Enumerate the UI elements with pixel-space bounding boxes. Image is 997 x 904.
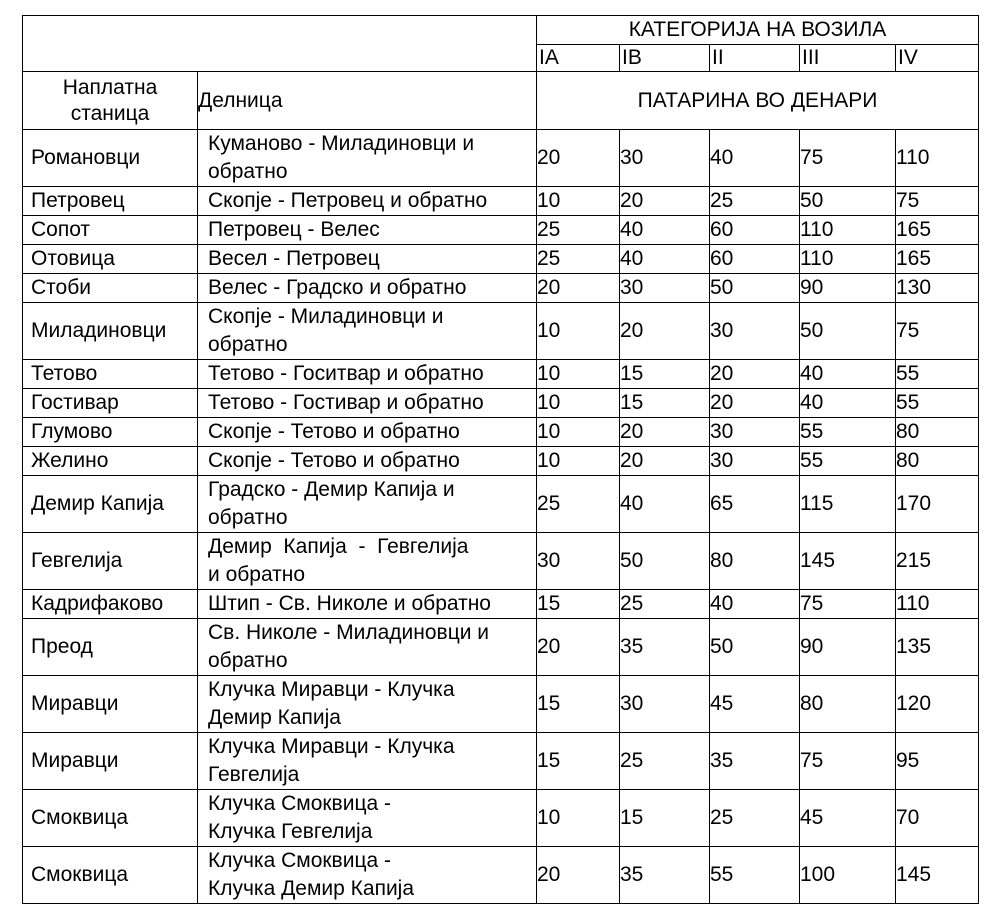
table-row: [23, 274, 979, 303]
price-cell: 25: [710, 187, 800, 216]
toll-station-cell: Стоби: [23, 274, 198, 303]
toll-station-cell: Желино: [23, 447, 198, 476]
section-cell: [198, 476, 537, 533]
section-cell: [198, 245, 537, 274]
table-row: [23, 676, 979, 733]
price-cell: 165: [896, 216, 979, 245]
toll-station-cell: Кадрифаково: [23, 590, 198, 619]
price-cell: 40: [620, 245, 710, 274]
price-cell: 45: [800, 790, 896, 847]
price-cell: 110: [800, 245, 896, 274]
price-cell: 45: [710, 676, 800, 733]
header-row-category: [23, 16, 979, 45]
section-line: обратно: [208, 160, 288, 183]
table-row: [23, 303, 979, 360]
price-cell: 40: [800, 389, 896, 418]
price-cell: 40: [620, 216, 710, 245]
toll-table: [22, 15, 979, 904]
section-cell: [198, 447, 537, 476]
price-cell: 10: [537, 303, 620, 360]
section-line: обратно: [208, 333, 288, 356]
table-row: [23, 216, 979, 245]
toll-station-cell: Преод: [23, 619, 198, 676]
section-cell: [198, 216, 537, 245]
price-cell: 50: [710, 274, 800, 303]
price-cell: 10: [537, 187, 620, 216]
toll-station-cell: Миравци: [23, 733, 198, 790]
price-cell: 50: [800, 187, 896, 216]
section-cell: [198, 389, 537, 418]
price-cell: 50: [710, 619, 800, 676]
table-row: [23, 245, 979, 274]
price-cell: 40: [710, 590, 800, 619]
price-cell: 35: [620, 847, 710, 904]
table-row: [23, 619, 979, 676]
section-line: Градско - Демир Капија и: [208, 478, 455, 501]
price-cell: 30: [537, 533, 620, 590]
price-cell: 10: [537, 790, 620, 847]
table-row: [23, 733, 979, 790]
section-line: Скопје - Тетово и обратно: [208, 420, 460, 443]
price-cell: 115: [800, 476, 896, 533]
table-row: [23, 447, 979, 476]
price-cell: 25: [710, 790, 800, 847]
category-iii-header: III: [800, 45, 896, 72]
price-cell: 30: [620, 130, 710, 187]
price-cell: 20: [537, 847, 620, 904]
toll-station-cell: Глумово: [23, 418, 198, 447]
price-cell: 75: [800, 733, 896, 790]
toll-station-cell: Сопот: [23, 216, 198, 245]
header-row-columns: [23, 72, 979, 130]
price-cell: 80: [896, 447, 979, 476]
price-cell: 30: [620, 274, 710, 303]
table-row: [23, 533, 979, 590]
section-line: Скопје - Тетово и обратно: [208, 449, 460, 472]
price-cell: 135: [896, 619, 979, 676]
price-cell: 15: [537, 733, 620, 790]
toll-station-cell: Смоквица: [23, 790, 198, 847]
section-cell: [198, 590, 537, 619]
header-blank-cell: [23, 16, 537, 72]
table-row: [23, 360, 979, 389]
table-row: [23, 790, 979, 847]
toll-in-denars-header: ПАТАРИНА ВО ДЕНАРИ: [537, 72, 979, 130]
section-line: Гевгелија: [208, 763, 300, 786]
section-cell: [198, 274, 537, 303]
price-cell: 50: [800, 303, 896, 360]
price-cell: 110: [896, 590, 979, 619]
section-line: обратно: [208, 649, 288, 672]
price-cell: 30: [710, 303, 800, 360]
price-cell: 75: [896, 303, 979, 360]
price-cell: 80: [800, 676, 896, 733]
price-cell: 15: [537, 590, 620, 619]
price-cell: 20: [620, 447, 710, 476]
price-cell: 40: [620, 476, 710, 533]
section-line: Клучка Гевгелија: [208, 820, 373, 843]
price-cell: 30: [710, 447, 800, 476]
section-line: Велес - Градско и обратно: [208, 276, 467, 299]
toll-station-cell: Миладиновци: [23, 303, 198, 360]
section-header: Делница: [198, 72, 537, 130]
price-cell: 75: [800, 130, 896, 187]
price-cell: 35: [620, 619, 710, 676]
price-cell: 25: [537, 245, 620, 274]
section-line: Петровец - Велес: [208, 218, 380, 241]
section-cell: [198, 130, 537, 187]
section-line: Тетово - Гостивар и обратно: [208, 391, 484, 414]
section-line: Демир Капија - Гевгелија: [208, 535, 469, 558]
price-cell: 10: [537, 360, 620, 389]
price-cell: 10: [537, 389, 620, 418]
toll-station-cell: Гевгелија: [23, 533, 198, 590]
toll-station-cell: Тетово: [23, 360, 198, 389]
price-cell: 25: [620, 590, 710, 619]
section-cell: [198, 360, 537, 389]
price-cell: 130: [896, 274, 979, 303]
price-cell: 110: [896, 130, 979, 187]
price-cell: 15: [537, 676, 620, 733]
toll-station-cell: Миравци: [23, 676, 198, 733]
section-line: Клучка Миравци - Клучка: [208, 678, 455, 701]
price-cell: 35: [710, 733, 800, 790]
price-cell: 55: [800, 418, 896, 447]
category-ii-header: II: [710, 45, 800, 72]
price-cell: 20: [537, 130, 620, 187]
toll-station-cell: Смоквица: [23, 847, 198, 904]
table-row: [23, 847, 979, 904]
section-cell: [198, 847, 537, 904]
price-cell: 55: [896, 360, 979, 389]
price-cell: 25: [620, 733, 710, 790]
section-cell: [198, 303, 537, 360]
section-cell: [198, 676, 537, 733]
toll-station-cell: Демир Капија: [23, 476, 198, 533]
price-cell: 55: [896, 389, 979, 418]
toll-station-cell: Отовица: [23, 245, 198, 274]
section-line: Весел - Петровец: [208, 247, 380, 270]
section-line: Скопје - Петровец и обратно: [208, 189, 488, 212]
price-cell: 25: [537, 216, 620, 245]
price-cell: 20: [537, 619, 620, 676]
price-cell: 70: [896, 790, 979, 847]
section-line: Клучка Демир Капија: [208, 877, 415, 900]
section-line: обратно: [208, 506, 288, 529]
price-cell: 20: [620, 418, 710, 447]
price-cell: 95: [896, 733, 979, 790]
section-cell: [198, 619, 537, 676]
price-cell: 15: [620, 790, 710, 847]
table-row: [23, 389, 979, 418]
section-line: Клучка Миравци - Клучка: [208, 735, 455, 758]
section-line: Куманово - Миладиновци и: [208, 132, 475, 155]
price-cell: 20: [710, 389, 800, 418]
price-cell: 165: [896, 245, 979, 274]
price-cell: 25: [537, 476, 620, 533]
table-row: [23, 187, 979, 216]
price-cell: 40: [710, 130, 800, 187]
price-cell: 65: [710, 476, 800, 533]
price-cell: 15: [620, 360, 710, 389]
section-line: Скопје - Миладиновци и: [208, 305, 444, 328]
price-cell: 90: [800, 619, 896, 676]
price-cell: 40: [800, 360, 896, 389]
price-cell: 20: [710, 360, 800, 389]
price-cell: 145: [800, 533, 896, 590]
price-cell: 75: [896, 187, 979, 216]
price-cell: 215: [896, 533, 979, 590]
category-iv-header: IV: [896, 45, 979, 72]
price-cell: 120: [896, 676, 979, 733]
table-row: [23, 130, 979, 187]
section-line: Тетово - Госитвар и обратно: [208, 362, 484, 385]
price-cell: 80: [896, 418, 979, 447]
section-cell: [198, 733, 537, 790]
price-cell: 50: [620, 533, 710, 590]
price-cell: 10: [537, 418, 620, 447]
price-cell: 10: [537, 447, 620, 476]
price-cell: 20: [620, 187, 710, 216]
price-cell: 100: [800, 847, 896, 904]
price-cell: 55: [800, 447, 896, 476]
section-line: Клучка Смоквица -: [208, 792, 391, 815]
price-cell: 75: [800, 590, 896, 619]
category-ia-header: IA: [537, 45, 620, 72]
price-cell: 60: [710, 216, 800, 245]
section-cell: [198, 790, 537, 847]
table-row: [23, 590, 979, 619]
category-ib-header: IB: [620, 45, 710, 72]
price-cell: 20: [620, 303, 710, 360]
price-cell: 60: [710, 245, 800, 274]
section-cell: [198, 418, 537, 447]
vehicle-category-header: КАТЕГОРИЈА НА ВОЗИЛА: [537, 16, 979, 45]
price-cell: 20: [537, 274, 620, 303]
price-cell: 90: [800, 274, 896, 303]
toll-station-cell: Романовци: [23, 130, 198, 187]
price-cell: 170: [896, 476, 979, 533]
section-line: и обратно: [208, 563, 306, 586]
price-cell: 30: [620, 676, 710, 733]
price-cell: 30: [710, 418, 800, 447]
price-cell: 145: [896, 847, 979, 904]
section-cell: [198, 187, 537, 216]
price-cell: 80: [710, 533, 800, 590]
toll-station-cell: Гостивар: [23, 389, 198, 418]
section-line: Штип - Св. Николе и обратно: [208, 592, 491, 615]
table-row: [23, 476, 979, 533]
price-cell: 110: [800, 216, 896, 245]
section-line: Клучка Смоквица -: [208, 849, 391, 872]
section-line: Демир Капија: [208, 706, 341, 729]
table-row: [23, 418, 979, 447]
price-cell: 15: [620, 389, 710, 418]
section-cell: [198, 533, 537, 590]
price-cell: 55: [710, 847, 800, 904]
toll-station-cell: Петровец: [23, 187, 198, 216]
toll-station-header: Наплатна станица: [23, 72, 198, 130]
section-line: Св. Николе - Миладиновци и: [208, 621, 490, 644]
